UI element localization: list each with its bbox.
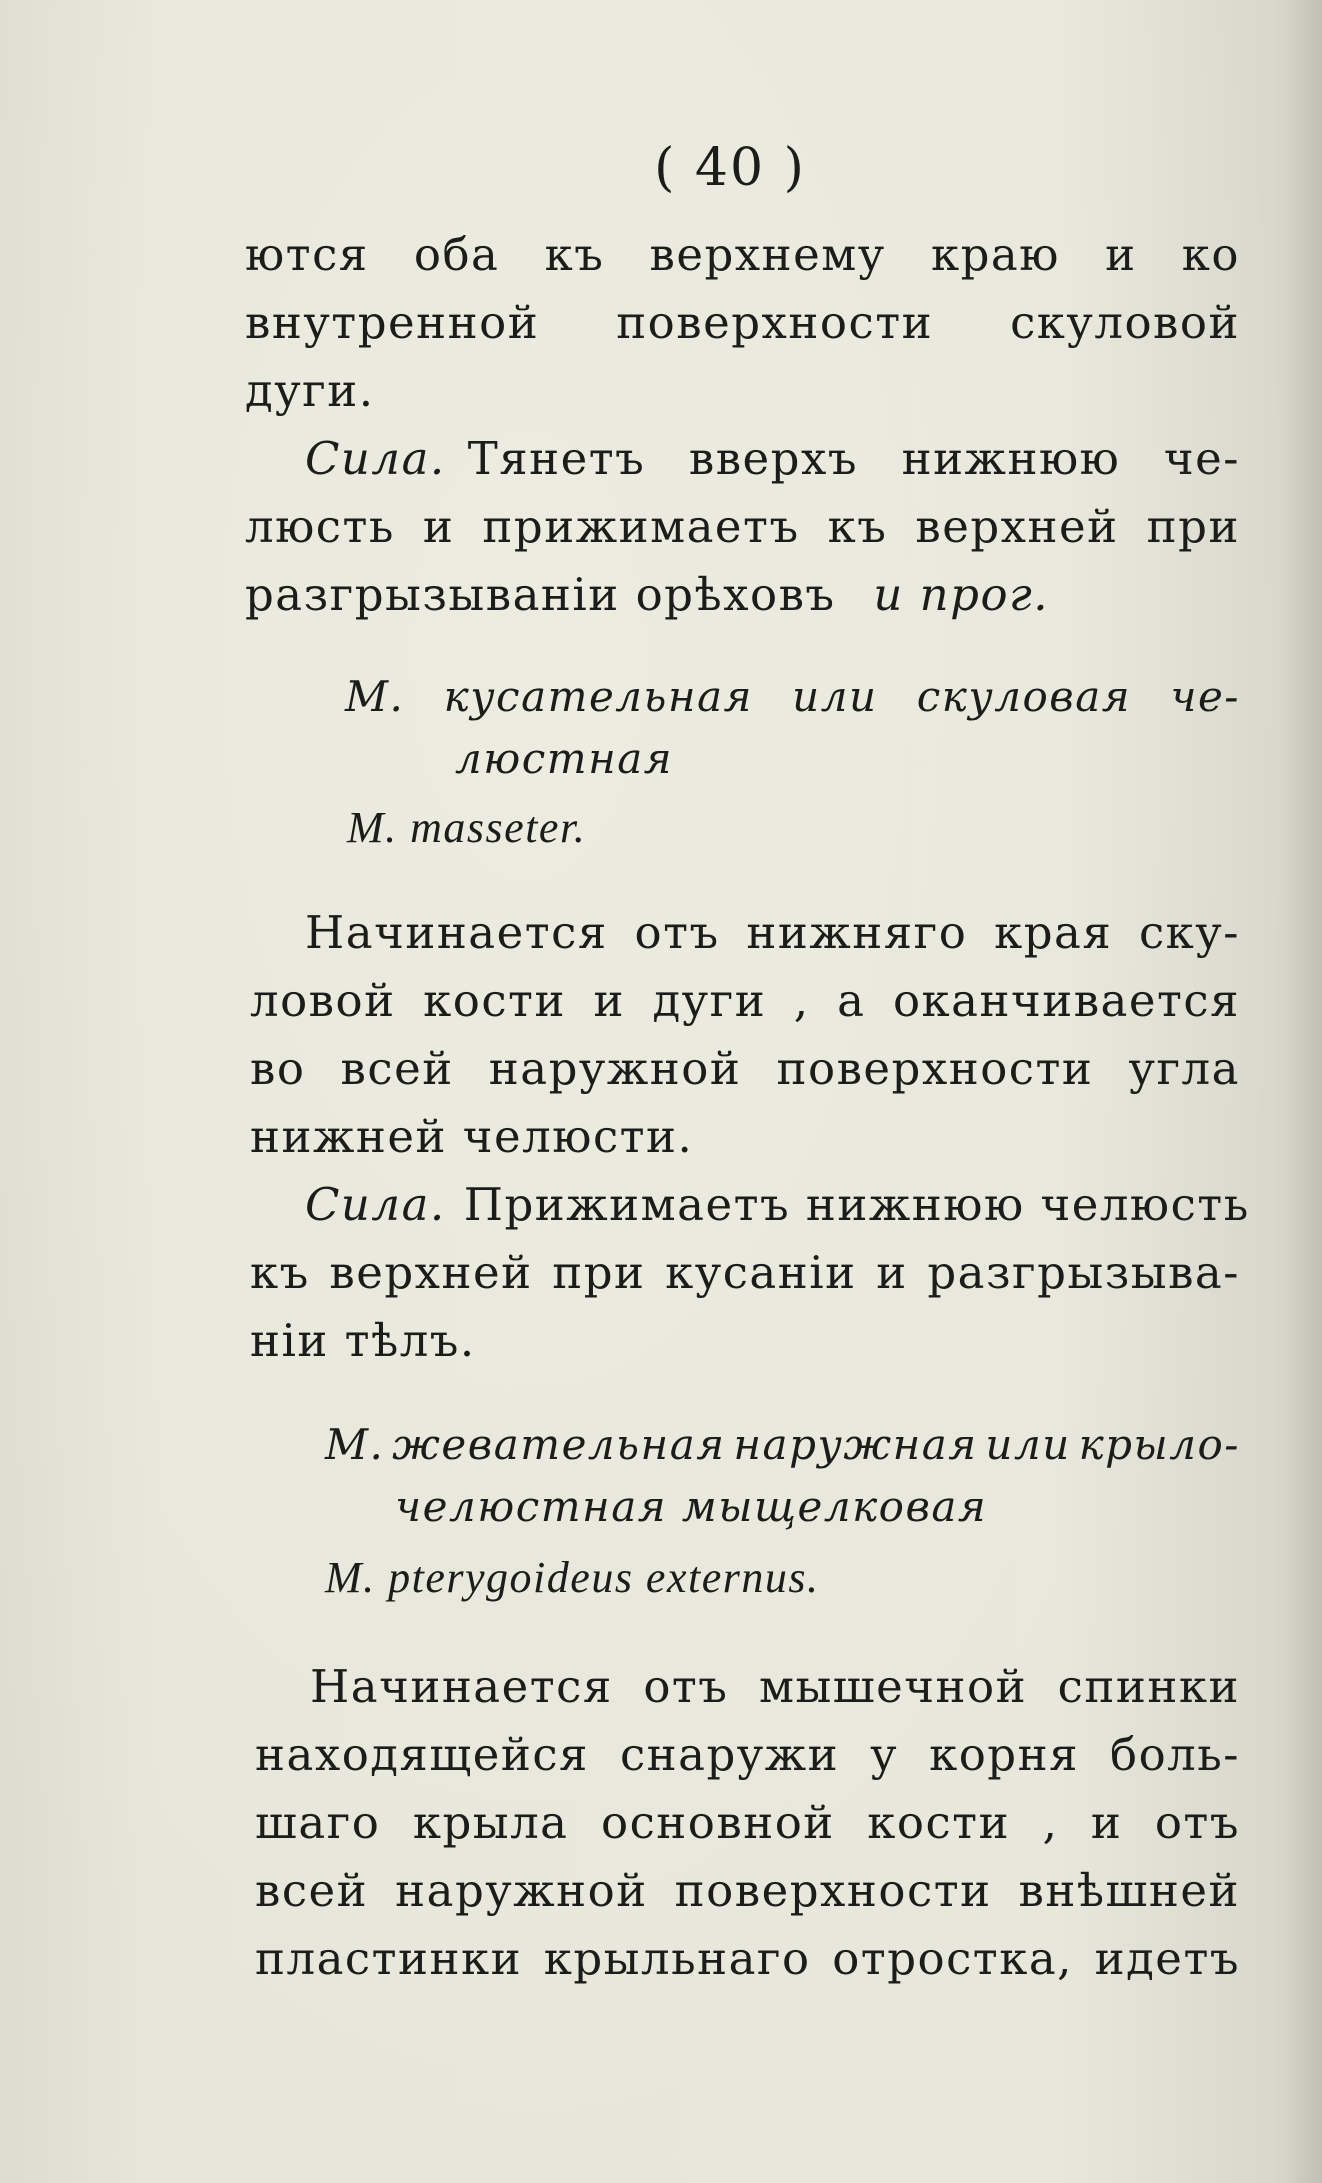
word: поверхности — [674, 1864, 992, 1917]
text-span: Прижимаетъ нижнюю челюсть — [463, 1178, 1250, 1231]
word: наружной — [395, 1864, 648, 1917]
italic-span: и прог. — [873, 568, 1050, 621]
text-line — [255, 1864, 1240, 1917]
word: отъ — [643, 1660, 729, 1713]
word: оба — [413, 228, 500, 281]
word: ко — [1181, 228, 1240, 281]
word: кусаніи — [665, 1246, 857, 1299]
word: , — [1042, 1796, 1059, 1849]
text-line — [255, 1796, 1240, 1849]
muscle-heading — [345, 672, 1240, 721]
word: и — [422, 500, 455, 553]
page-number: ( 40 ) — [654, 138, 806, 198]
page-edge-shadow — [1282, 0, 1322, 2183]
text-span: Тянетъ вверхъ нижнюю че- — [467, 432, 1240, 485]
text-line — [310, 1660, 1240, 1713]
word: скуловой — [1010, 296, 1240, 349]
word: основной — [600, 1796, 835, 1849]
word: корня — [929, 1728, 1079, 1781]
text-line — [245, 296, 1240, 349]
word: наружной — [488, 1042, 742, 1095]
word: краю — [930, 228, 1060, 281]
word: кусательная — [443, 672, 753, 721]
text-line — [245, 228, 1240, 281]
word: и — [1090, 1796, 1123, 1849]
word: поверхности — [776, 1042, 1094, 1095]
text-line — [250, 974, 1240, 1027]
word: угла — [1128, 1042, 1240, 1095]
word: идетъ — [1094, 1932, 1240, 1985]
word: боль- — [1109, 1728, 1240, 1781]
word: ются — [245, 228, 369, 281]
muscle-heading: люстная — [455, 734, 674, 783]
word: верхней — [329, 1246, 533, 1299]
word: находящейся — [255, 1728, 589, 1781]
word: прижимаетъ — [482, 500, 800, 553]
section-label: Сила. — [305, 432, 446, 485]
word: къ — [544, 228, 605, 281]
text-line — [305, 1178, 1250, 1231]
word: верхней — [915, 500, 1119, 553]
word: наружная — [733, 1420, 978, 1469]
word: при — [1146, 500, 1240, 553]
word: отъ — [1154, 1796, 1240, 1849]
word: у — [870, 1728, 899, 1781]
word: дуги — [652, 974, 767, 1027]
text-line — [305, 906, 1240, 959]
word: скуловая — [916, 672, 1132, 721]
word: поверхности — [616, 296, 934, 349]
word: къ — [250, 1246, 310, 1299]
text-line — [250, 1042, 1240, 1095]
word: и — [1105, 228, 1137, 281]
word: отъ — [634, 906, 720, 959]
word: шаго — [255, 1796, 381, 1849]
word: во — [250, 1042, 306, 1095]
text-line: ніи тѣлъ. — [250, 1314, 476, 1367]
word: разгрызыва- — [927, 1246, 1240, 1299]
word: М. — [325, 1420, 385, 1469]
word: ловой — [250, 974, 396, 1027]
word: всей — [255, 1864, 369, 1917]
word: всей — [340, 1042, 454, 1095]
word: , — [793, 974, 810, 1027]
text-line — [250, 1246, 1240, 1299]
muscle-heading — [325, 1420, 1240, 1469]
text-line — [255, 1728, 1240, 1781]
word: мышечной — [758, 1660, 1028, 1713]
word: къ — [827, 500, 888, 553]
word: или — [985, 1420, 1071, 1469]
section-label: Сила. — [305, 1178, 446, 1231]
word: жевательная — [392, 1420, 726, 1469]
word: люсть — [245, 500, 395, 553]
word: пластинки — [255, 1932, 523, 1985]
text-line — [245, 568, 1050, 621]
word: отростка, — [832, 1932, 1073, 1985]
text-line: нижней челюсти. — [250, 1110, 694, 1163]
word: спинки — [1057, 1660, 1240, 1713]
word: крыла — [412, 1796, 569, 1849]
word: а — [837, 974, 866, 1027]
text-line — [255, 1932, 1240, 1985]
word: при — [552, 1246, 646, 1299]
word: внѣшней — [1018, 1864, 1240, 1917]
text-span: разгрызываніи орѣховъ — [245, 568, 836, 621]
word: внутренной — [245, 296, 540, 349]
word: Начинается — [310, 1660, 613, 1713]
word: оканчивается — [892, 974, 1240, 1027]
word: нижняго — [746, 906, 968, 959]
text-line: дуги. — [245, 364, 375, 417]
word: верхнему — [649, 228, 886, 281]
word: и — [593, 974, 625, 1027]
word: кости — [867, 1796, 1011, 1849]
word: крыльнаго — [543, 1932, 811, 1985]
word: и — [876, 1246, 908, 1299]
word: крыло- — [1078, 1420, 1240, 1469]
word: края — [994, 906, 1113, 959]
word: М. — [345, 672, 405, 721]
muscle-latin-name: M. pterygoideus externus. — [325, 1553, 820, 1602]
word: Начинается — [305, 906, 608, 959]
text-line — [305, 432, 1240, 485]
word: че- — [1170, 672, 1240, 721]
word: кости — [423, 974, 566, 1027]
word: или — [792, 672, 878, 721]
text-line — [245, 500, 1240, 553]
muscle-heading: челюстная мыщелковая — [395, 1482, 988, 1531]
word: снаружи — [619, 1728, 840, 1781]
word: ску- — [1138, 906, 1240, 959]
muscle-latin-name: М. masseter. — [347, 803, 587, 852]
